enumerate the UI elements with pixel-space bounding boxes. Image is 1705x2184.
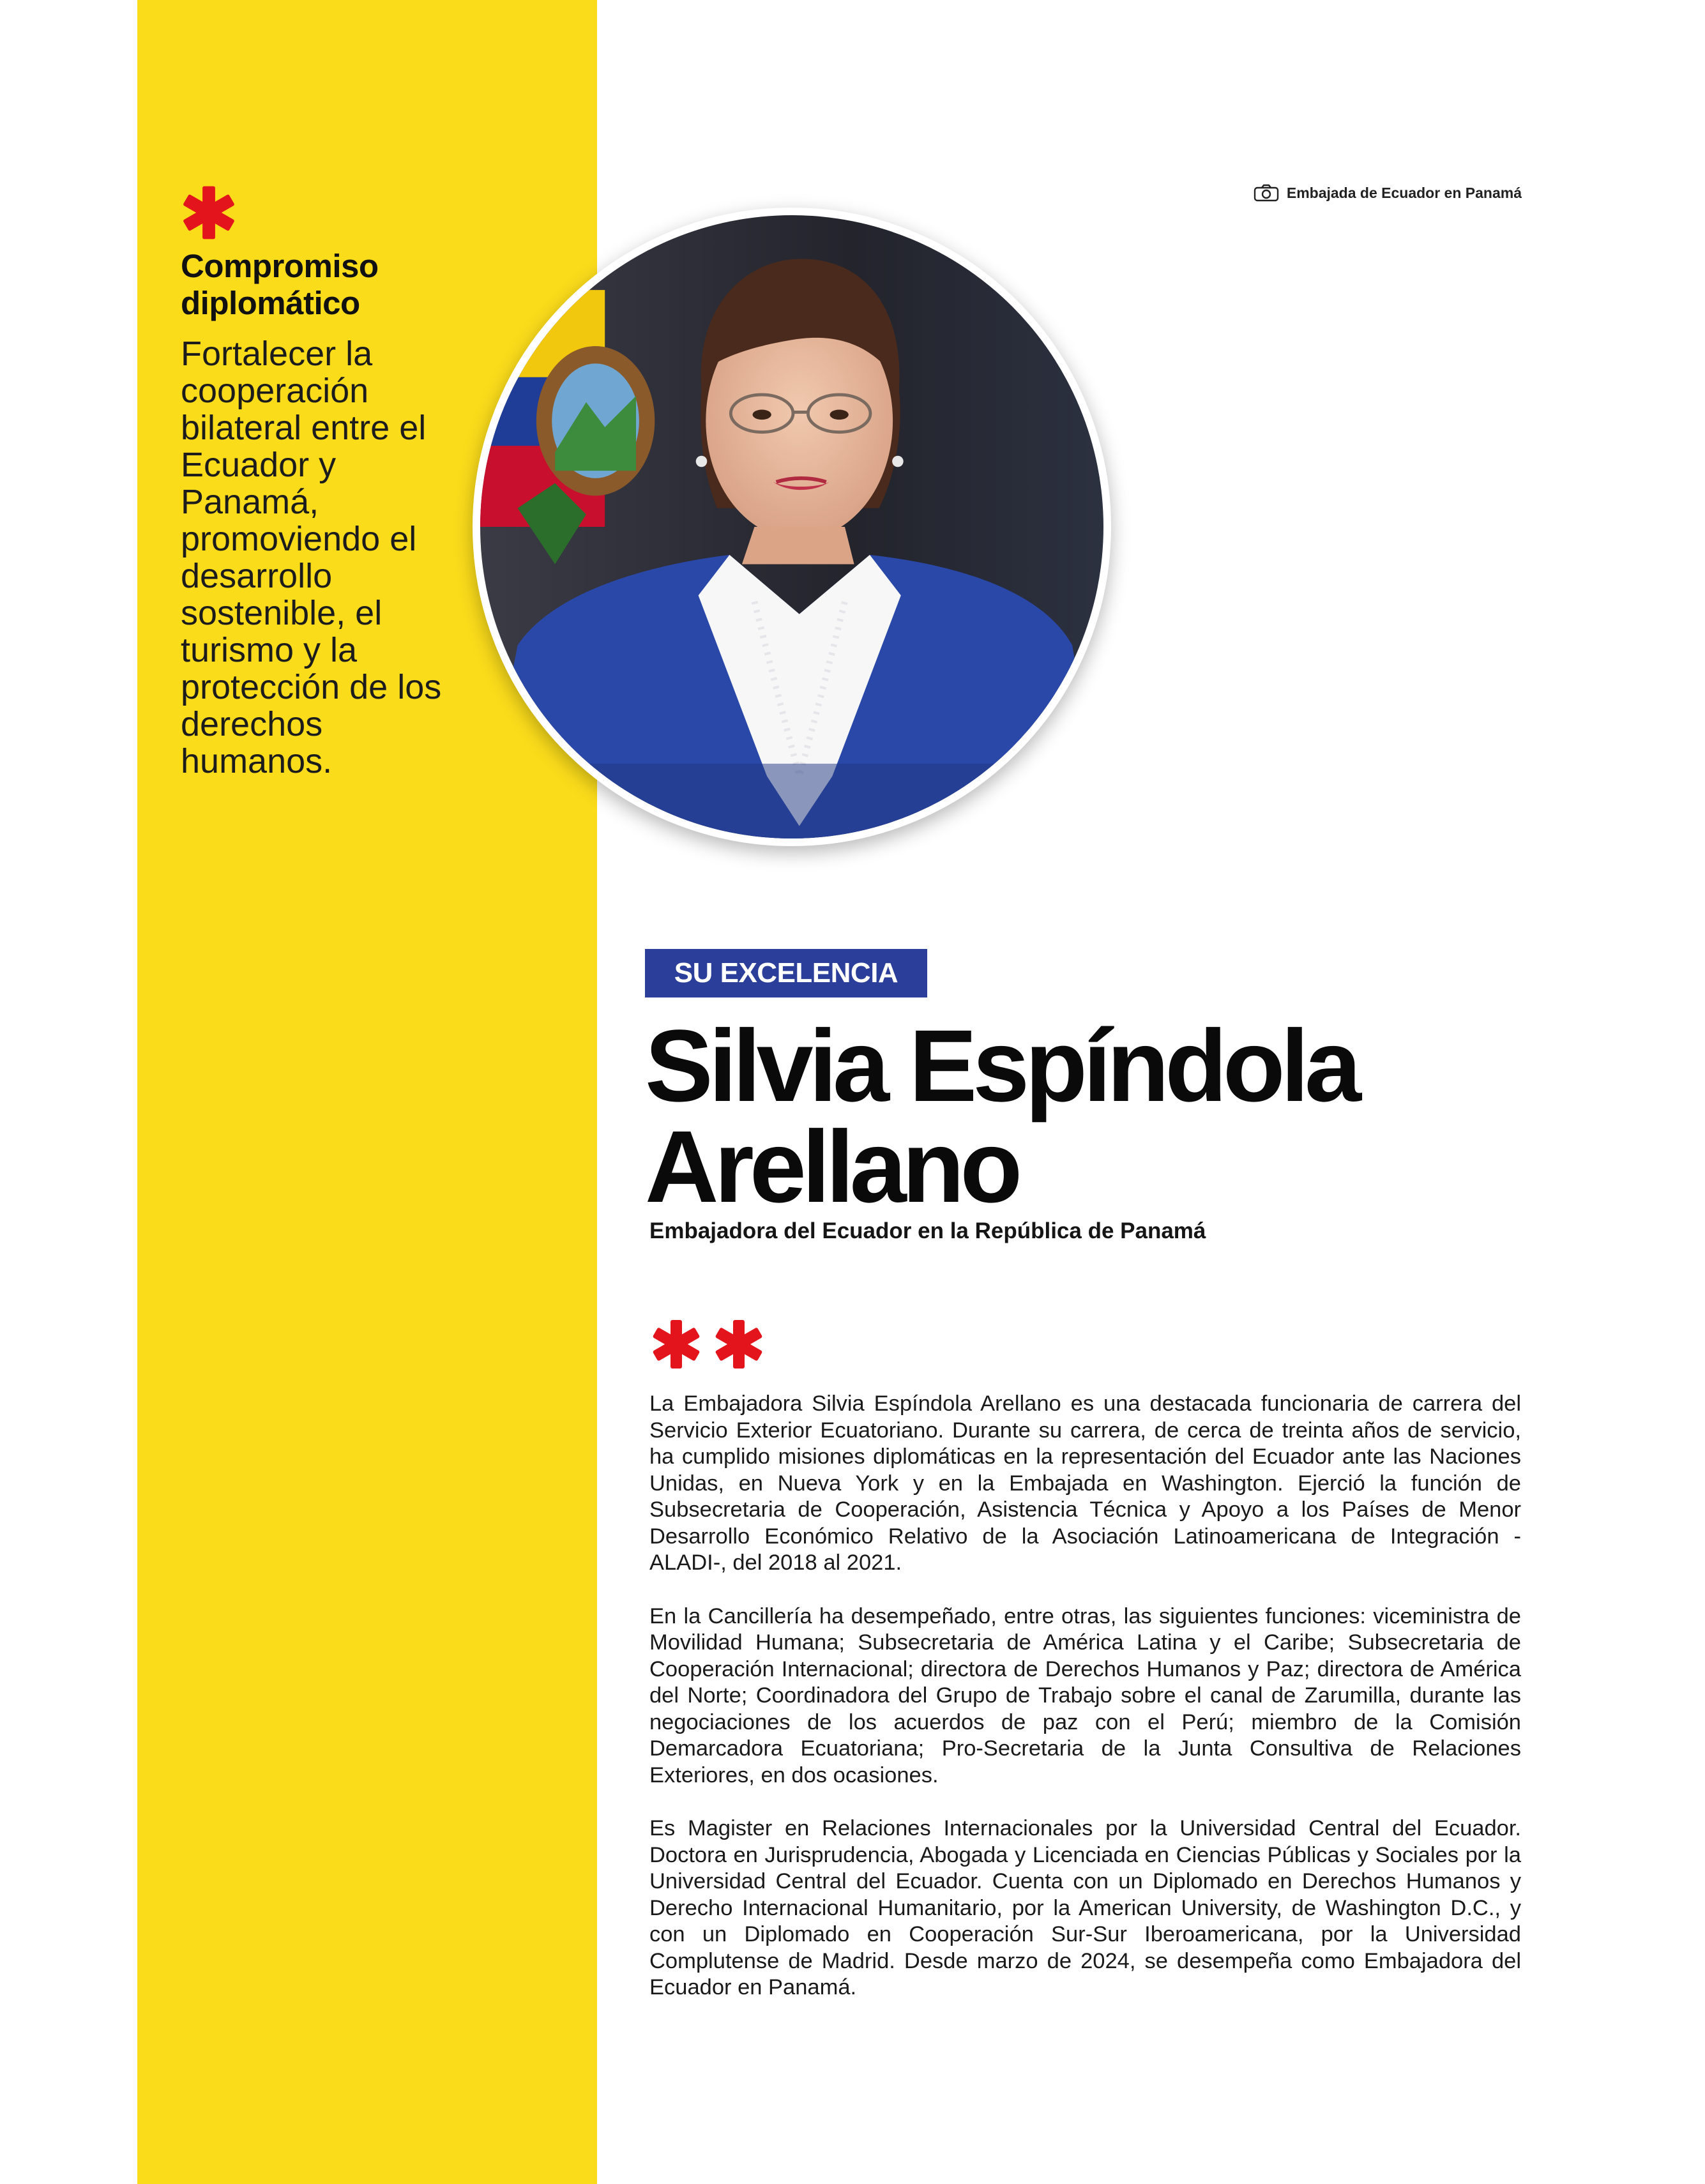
camera-icon — [1254, 184, 1279, 202]
double-red-asterisk-icon — [649, 1319, 768, 1370]
yellow-side-panel — [137, 0, 597, 2184]
ambassador-name — [645, 1008, 1552, 1224]
bio-paragraph-2: En la Cancillería ha desempeñado, entre otras, las siguientes funciones: viceministra de Movilidad Humana; Subsecretaria de América Latina y el Caribe; Subsecretaria de Cooperación Internacional; directora de Derechos Humanos y Paz; directora de América del Norte; Coordinadora del Grupo de Trabajo sobre el canal de Zarumilla, durante las negociaciones de los acuerdos de paz con el Perú; miembro de la Comisión Demarcadora Ecuatoriana; Pro-Secretaria de la Junta Consultiva de Relaciones Exteriores, en dos ocasiones. — [649, 1604, 1521, 1787]
portrait-illustration — [480, 215, 1103, 838]
position-subtitle: Embajadora del Ecuador en la República de Panamá — [649, 1218, 1206, 1243]
name-line1: Silvia Espíndola — [645, 1008, 1358, 1123]
biography — [649, 1391, 1521, 2028]
sidebar-heading — [181, 248, 538, 322]
sidebar-heading-line1: Compromiso — [181, 248, 379, 284]
bio-paragraph-3: Es Magister en Relaciones Internacionales por la Universidad Central del Ecuador. Doctora en Jurisprudencia, Abogada y Licenciada en Ciencias Públicas y Sociales por la Universidad Central del Ecuador. Cuenta con un Diplomado en Derechos Humanos y Derecho Internacional Humanitario, por la American University, de Washington D.C., y con un Diplomado en Cooperación Sur-Sur Iberoamericana, por la Universidad Complutense de Madrid. Desde marzo de 2024, se desempeña como Embajadora del Ecuador en Panamá. — [649, 1816, 1521, 1999]
photo-credit-text: Embajada de Ecuador en Panamá — [1286, 184, 1522, 201]
bio-paragraph-1: La Embajadora Silvia Espíndola Arellano es una destacada funcionaria de carrera del Servicio Exterior Ecuatoriano. Durante su carrera, de cerca de treinta años de servicio, ha cumplido misiones diplomáticas en la representación del Ecuador ante las Naciones Unidas, en Nueva York y en la Embajada en Washington. Ejerció la función de Subsecretaria de Cooperación, Asistencia Técnica y Apoyo a los Países de Menor Desarrollo Económico Relativo de la Asociación Latinoamericana de Integración -ALADI-, del 2018 al 2021. — [649, 1392, 1521, 1575]
sidebar-heading-line2: diplomático — [181, 285, 360, 321]
photo-credit — [1254, 184, 1522, 202]
red-asterisk-icon — [180, 184, 238, 241]
role-badge: SU EXCELENCIA — [645, 949, 927, 997]
sidebar-body-text: Fortalecer la cooperación bilateral entre el Ecuador y Panamá, promoviendo el desarrollo sostenible, el turismo y la protección de los derechos humanos. — [181, 335, 442, 780]
name-line2: Arellano — [645, 1109, 1019, 1224]
ambassador-portrait — [473, 208, 1111, 846]
